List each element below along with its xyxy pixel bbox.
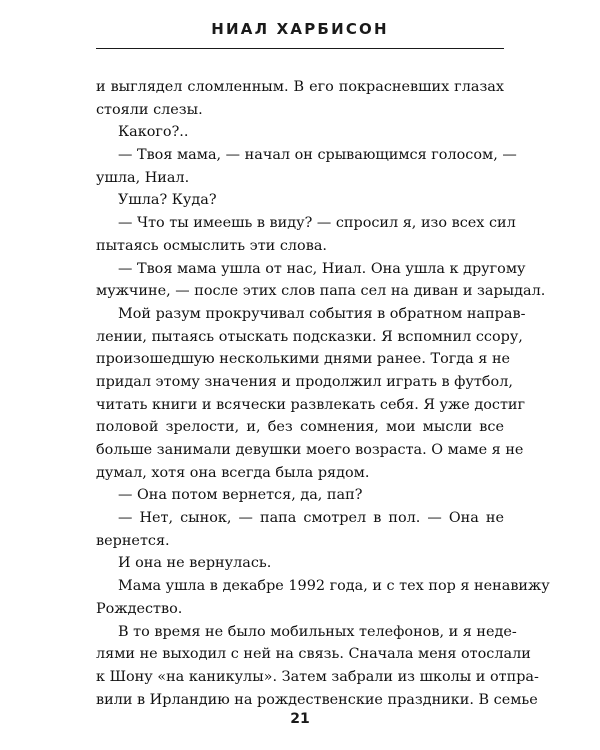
text-line: — Твоя мама, — начал он срывающимся голосом, — (118, 147, 517, 164)
text-line: В то время не было мобильных телефонов, и я неде- (118, 623, 517, 640)
text-line: — Она потом вернется, да, пап? (118, 487, 363, 504)
text-line: читать книги и всячески развлекать себя. Я уже достиг (96, 396, 526, 413)
text-line: и выглядел сломленным. В его покрасневших глазах (96, 79, 504, 95)
text-line: половой зрелости, и, без сомнения, мои мысли все (96, 419, 504, 436)
page-number: 21 (290, 711, 310, 727)
text-line: Рождество. (96, 600, 183, 617)
text-line: ушла, Ниал. (96, 169, 190, 186)
text-line: к Шону «на каникулы». Затем забрали из школы и отпра- (96, 668, 539, 685)
text-line: Мама ушла в декабре 1992 года, и с тех пор я ненавижу (118, 578, 550, 595)
text-line: пытаясь осмыслить эти слова. (96, 237, 327, 254)
text-line: Ушла? Куда? (118, 192, 217, 209)
running-head: НИАЛ ХАРБИСОН (211, 20, 389, 38)
text-line: мужчине, — после этих слов папа сел на диван и зарыдал. (96, 283, 546, 300)
header-rule (96, 48, 504, 49)
text-line: стояли слезы. (96, 101, 203, 118)
text-line: Какого?.. (118, 124, 189, 141)
text-line: лении, пытаясь отыскать подсказки. Я вспомнил ссору, (96, 328, 523, 345)
text-line: Мой разум прокручивал события в обратном направ- (118, 305, 526, 322)
text-line: вили в Ирландию на рождественские праздники. В семье (96, 691, 538, 708)
body-text (96, 76, 550, 711)
text-line: — Нет, сынок, — папа смотрел в пол. — Она не (118, 510, 504, 527)
text-line: вернется. (96, 532, 170, 549)
text-line: больше занимали девушки моего возраста. О маме я не (96, 442, 524, 458)
text-line: думал, хотя она всегда была рядом. (96, 464, 370, 481)
text-line: придал этому значения и продолжил играть в футбол, (96, 373, 513, 390)
text-line: лями не выходил с ней на связь. Сначала меня отослали (96, 646, 531, 663)
text-line: И она не вернулась. (118, 555, 272, 572)
text-line: произошедшую несколькими днями ранее. Тогда я не (96, 351, 511, 368)
text-line: — Что ты имеешь в виду? — спросил я, изо всех сил (118, 215, 516, 232)
text-line: — Твоя мама ушла от нас, Ниал. Она ушла к другому (118, 260, 526, 277)
